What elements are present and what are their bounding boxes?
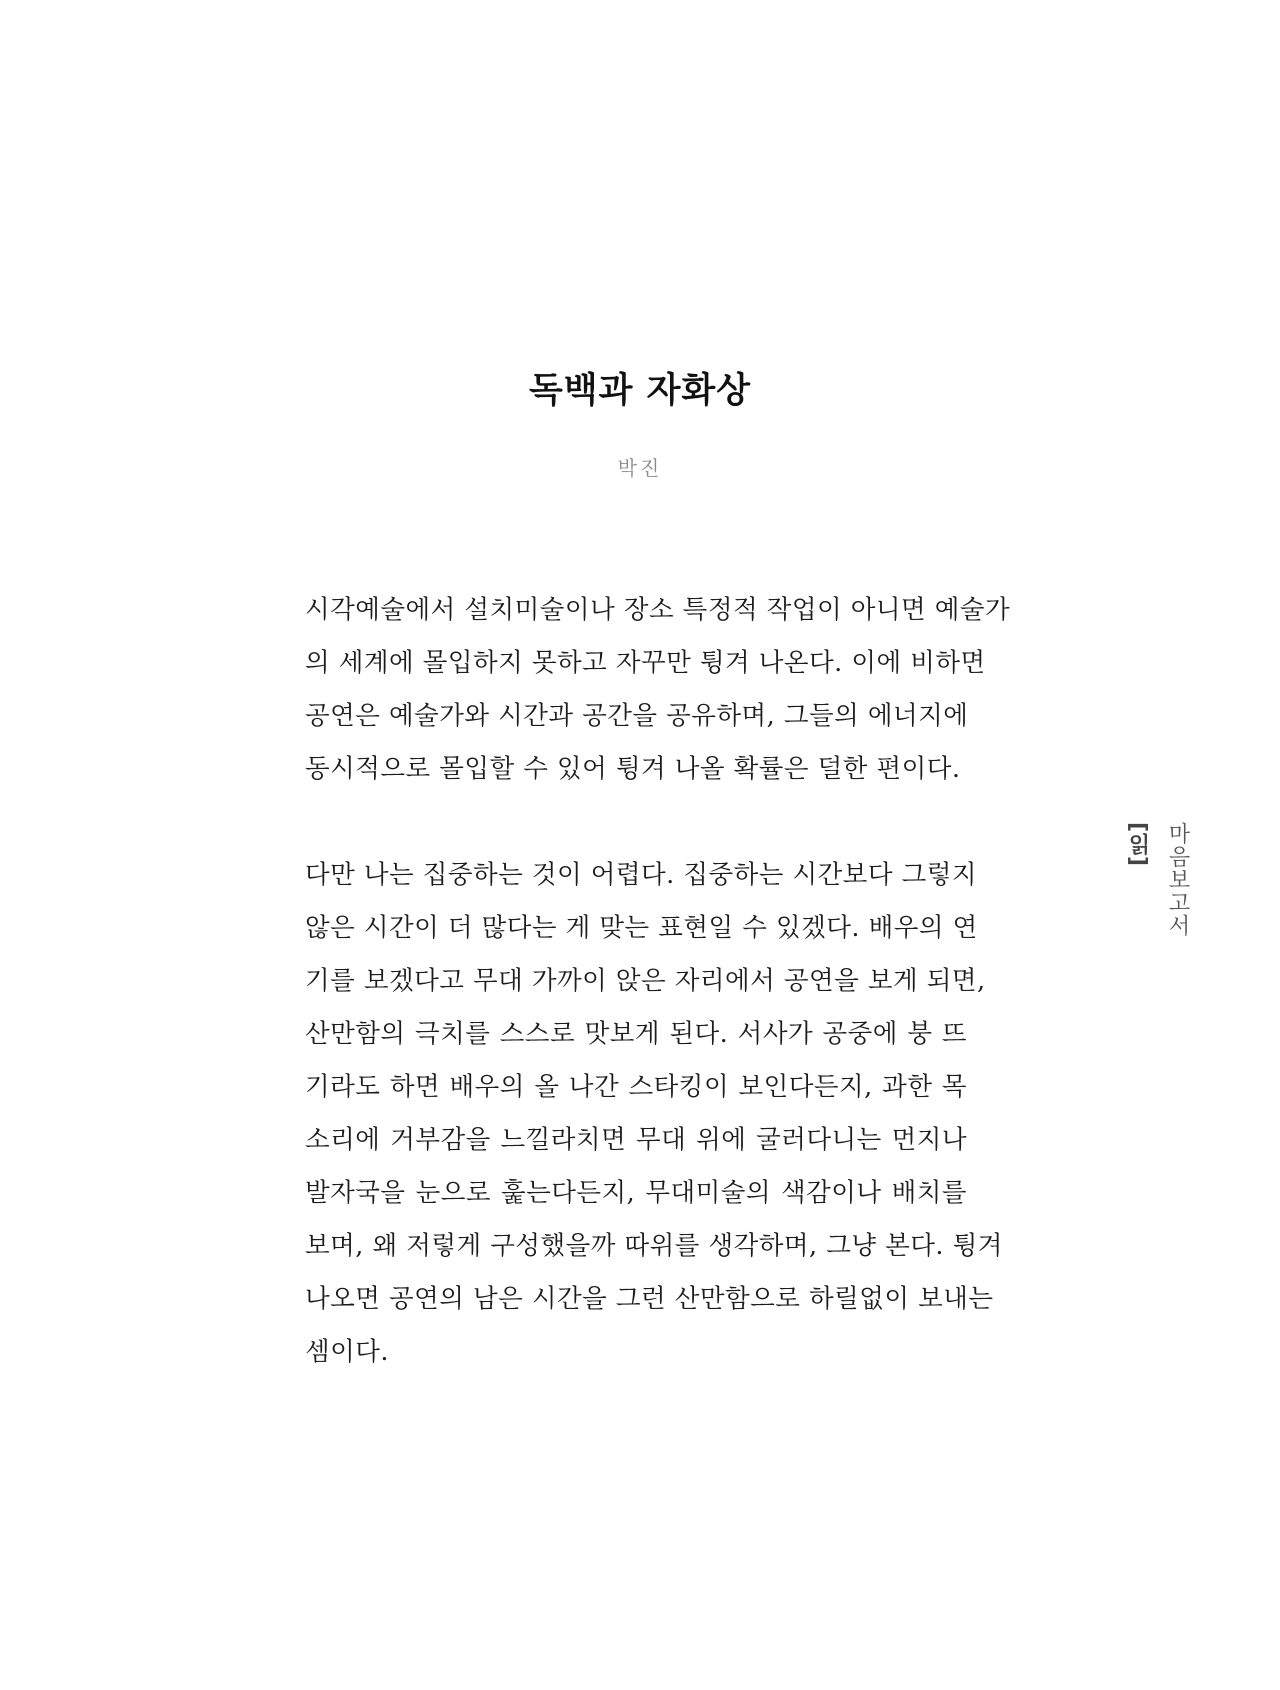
text-line: 시각예술에서 설치미술이나 장소 특정적 작업이 아니면 예술가 (305, 595, 1011, 625)
text-line: 발자국을 눈으로 훑는다든지, 무대미술의 색감이나 배치를 (305, 1178, 967, 1208)
article-body (305, 584, 1011, 1379)
text-line: 다만 나는 집중하는 것이 어렵다. 집중하는 시간보다 그렇지 (305, 860, 978, 890)
page-title: 독백과 자화상 (528, 370, 752, 411)
text-line: 의 세계에 몰입하지 못하고 자꾸만 튕겨 나온다. 이에 비하면 (305, 648, 986, 678)
text-line: 나오면 공연의 남은 시간을 그런 산만함으로 하릴없이 보내는 (305, 1284, 994, 1314)
paragraph-2 (305, 849, 1003, 1379)
series-name: 마음보고서 (1165, 822, 1190, 937)
series-side-label (1125, 822, 1197, 972)
series-tag: [읽] (1125, 822, 1150, 868)
text-line: 셈이다. (305, 1337, 390, 1367)
text-line: 기를 보겠다고 무대 가까이 앉은 자리에서 공연을 보게 되면, (305, 966, 986, 996)
author-name: 박진 (617, 456, 663, 480)
text-line: 동시적으로 몰입할 수 있어 튕겨 나올 확률은 덜한 편이다. (305, 754, 961, 784)
text-line: 않은 시간이 더 많다는 게 맞는 표현일 수 있겠다. 배우의 연 (305, 913, 978, 943)
text-line: 기라도 하면 배우의 올 나간 스타킹이 보인다든지, 과한 목 (305, 1072, 967, 1102)
text-line: 소리에 거부감을 느낄라치면 무대 위에 굴러다니는 먼지나 (305, 1125, 967, 1155)
text-line: 보며, 왜 저렇게 구성했을까 따위를 생각하며, 그냥 본다. 튕겨 (305, 1231, 1003, 1261)
text-line: 산만함의 극치를 스스로 맛보게 된다. 서사가 공중에 붕 뜨 (305, 1019, 967, 1049)
text-line: 공연은 예술가와 시간과 공간을 공유하며, 그들의 에너지에 (305, 701, 969, 731)
paragraph-1 (305, 584, 1011, 796)
